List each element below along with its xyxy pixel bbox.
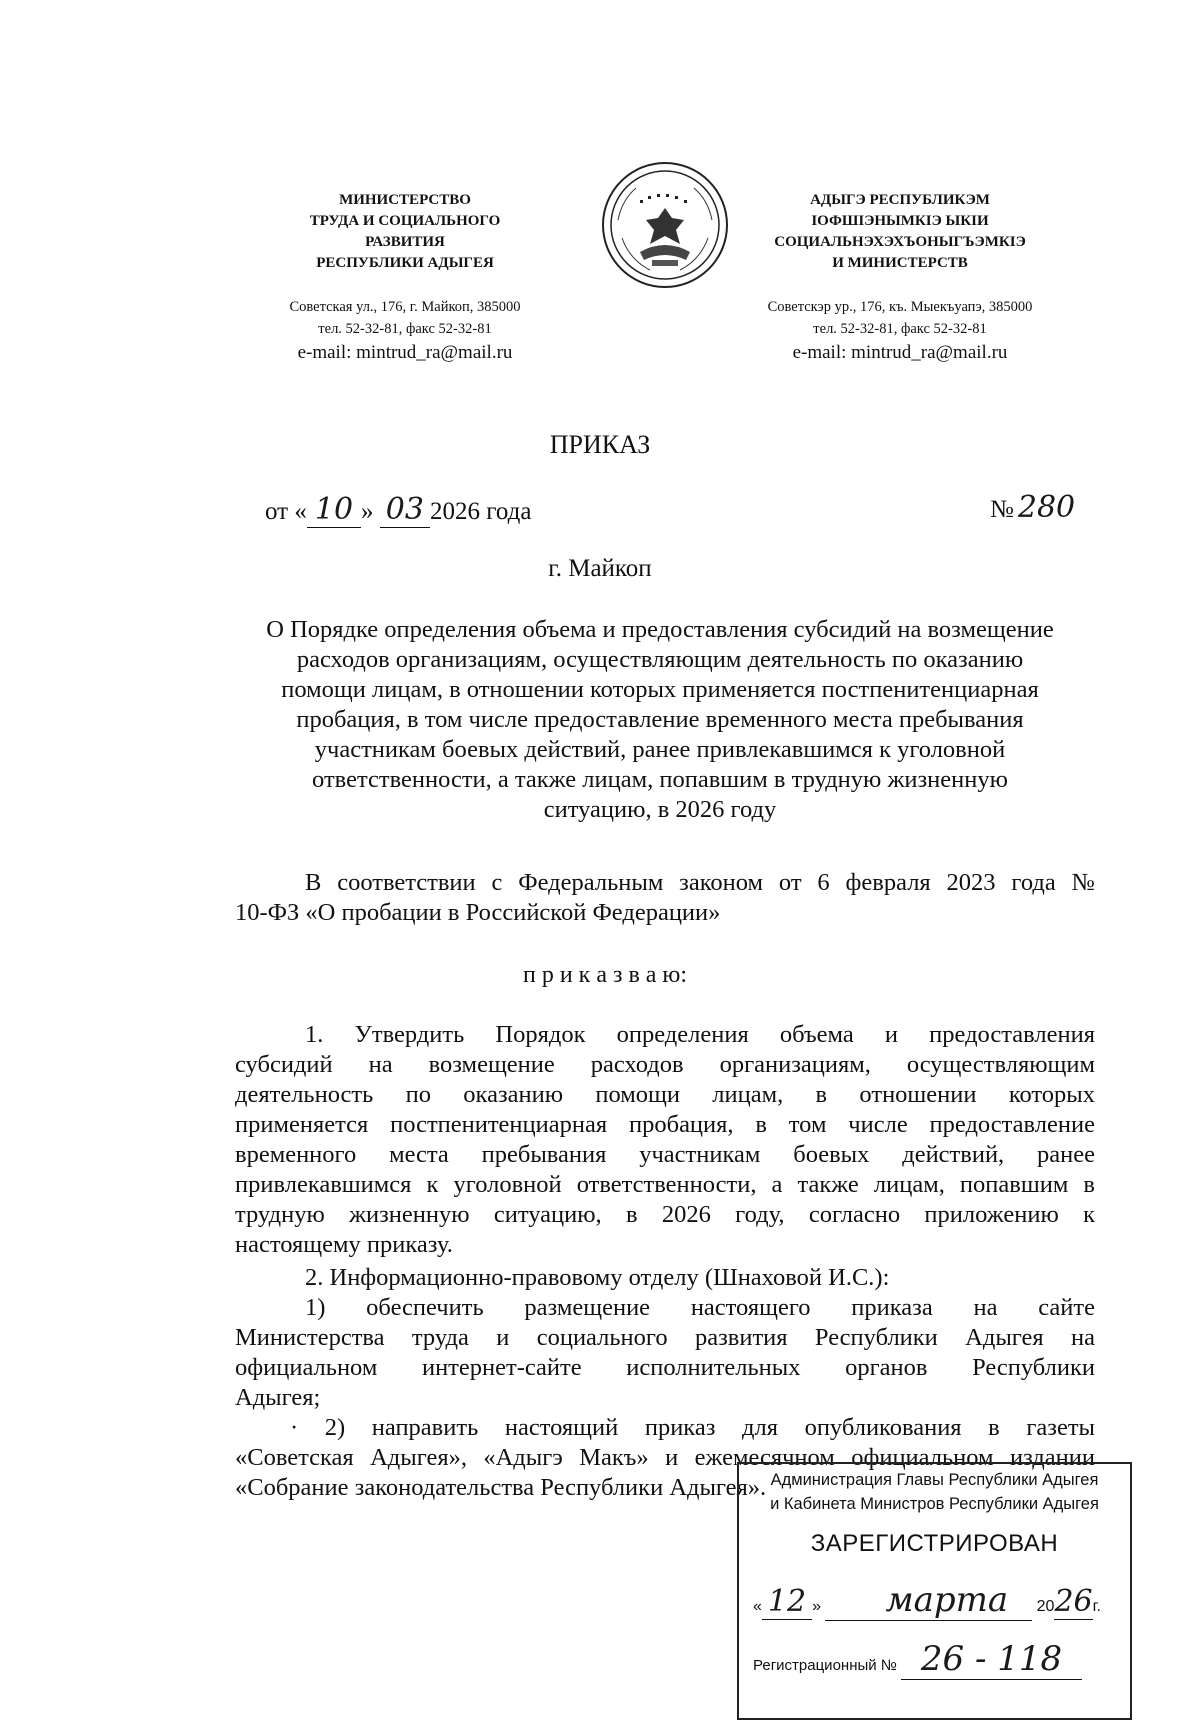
- doc-date: [265, 492, 531, 528]
- subject-line: участникам боевых действий, ранее привлекавшимся к уголовной: [314, 736, 1006, 763]
- republic-emblem: [600, 160, 730, 290]
- stamp-month: марта: [825, 1580, 1032, 1621]
- subject-line: расходов организациям, осуществляющим деятельность по оказанию: [296, 646, 1024, 673]
- ministry-address-ru: Советская ул., 176, г. Майкоп, 385000: [289, 299, 521, 315]
- subject-line: О Порядке определения объема и предоставления субсидий на возмещение: [266, 616, 1054, 643]
- number-value: 280: [1017, 490, 1076, 525]
- ministry-name-line: И МИНИСТЕРСТВ: [832, 255, 968, 271]
- emblem-seal-icon: [600, 160, 730, 290]
- date-month: 03: [380, 492, 430, 528]
- ministry-name-line: IОФШIЭНЫМКIЭ ЫКIИ: [811, 213, 989, 229]
- header-right: [735, 190, 1065, 366]
- item-2: [235, 1263, 1095, 1293]
- ministry-name-line: РЕСПУБЛИКИ АДЫГЕЯ: [316, 255, 494, 271]
- item-line: 1) обеспечить размещение настоящего приказа на сайте: [305, 1294, 1095, 1321]
- item-line: 2. Информационно-правовому отделу (Шнаховой И.С.):: [305, 1264, 890, 1291]
- stamp-year: 26: [1054, 1584, 1093, 1619]
- order-word: п р и к а з в а ю:: [522, 962, 688, 988]
- stamp-reg-number: 26 - 118: [901, 1639, 1082, 1680]
- date-day: 10: [307, 492, 361, 528]
- ministry-email-ady: e-mail: mintrud_ra@mail.ru: [792, 342, 1008, 363]
- ministry-name-line: МИНИСТЕРСТВО: [339, 192, 471, 208]
- stamp-date: [739, 1580, 1130, 1621]
- ministry-name-line: РАЗВИТИЯ: [365, 234, 445, 250]
- item-line: деятельность по оказанию помощи лицам, в отношении которых: [235, 1081, 1095, 1108]
- item-line: временного места пребывания участникам боевых действий, ранее: [235, 1141, 1095, 1168]
- item-line: субсидий на возмещение расходов организациям, осуществляющим: [235, 1051, 1095, 1078]
- item-line: настоящему приказу.: [235, 1231, 453, 1258]
- ministry-name-line: ТРУДА И СОЦИАЛЬНОГО: [309, 213, 501, 229]
- item-line: Министерства труда и социального развития Республики Адыгея на: [235, 1324, 1095, 1351]
- stamp-org-line: и Кабинета Министров Республики Адыгея: [770, 1495, 1099, 1513]
- stamp-org-line: Администрация Главы Республики Адыгея: [770, 1471, 1099, 1489]
- number-prefix: №: [990, 496, 1014, 523]
- ministry-name-line: АДЫГЭ РЕСПУБЛИКЭМ: [810, 192, 990, 208]
- stamp-year-prefix: 20: [1036, 1598, 1055, 1615]
- ministry-address-ady: Советскэр ур., 176, къ. Мыекъуапэ, 385000: [767, 299, 1033, 315]
- stamp-quote: »: [812, 1598, 821, 1615]
- ministry-name-ady: [735, 190, 1065, 274]
- ministry-phone-ru: тел. 52-32-81, факс 52-32-81: [318, 321, 492, 337]
- subject-line: пробация, в том числе предоставление временного места пребывания: [296, 706, 1024, 733]
- subject-line: ситуацию, в 2026 году: [543, 796, 777, 823]
- doc-subject: [220, 615, 1100, 825]
- stamp-day: 12: [762, 1584, 812, 1620]
- item-line: официальном интернет-сайте исполнительных органов Республики: [235, 1354, 1095, 1381]
- date-prefix: от «: [265, 498, 307, 525]
- preamble-line: 10-ФЗ «О пробации в Российской Федерации»: [235, 899, 721, 926]
- stamp-year-suffix: г.: [1092, 1598, 1101, 1615]
- ministry-name-line: СОЦИАЛЬНЭХЭХЪОНЫГЪЭМКIЭ: [774, 234, 1026, 250]
- preamble-line: В соответствии с Федеральным законом от 6 февраля 2023 года №: [305, 869, 1095, 896]
- item-line: применяется постпенитенциарная пробация, в том числе предоставление: [235, 1111, 1095, 1138]
- header-left: [245, 190, 565, 366]
- item-1: [235, 1020, 1095, 1260]
- ministry-name-ru: [245, 190, 565, 274]
- date-year: 2026 года: [429, 498, 532, 525]
- stamp-quote: «: [753, 1598, 762, 1615]
- item-line: «Советская Адыгея», «Адыгэ Макъ» и ежемесячном официальном издании: [235, 1444, 1095, 1471]
- ministry-phone-ady: тел. 52-32-81, факс 52-32-81: [813, 321, 987, 337]
- item-2-1: [235, 1293, 1095, 1413]
- date-mid: »: [361, 498, 374, 525]
- doc-number: [990, 490, 1075, 525]
- item-line: привлекавшимся к уголовной ответственности, а также лицам, попавшим в: [235, 1171, 1095, 1198]
- doc-city: г. Майкоп: [548, 555, 652, 582]
- item-line: трудную жизненную ситуацию, в 2026 году, согласно приложению к: [235, 1201, 1095, 1228]
- item-line: · 2) направить настоящий приказ для опубликования в газеты: [290, 1414, 1095, 1441]
- item-line: Адыгея;: [235, 1384, 321, 1411]
- stamp-reg: [739, 1639, 1130, 1680]
- registration-stamp: [737, 1462, 1132, 1720]
- subject-line: помощи лицам, в отношении которых применяется постпенитенциарная: [281, 676, 1039, 703]
- item-line: 1. Утвердить Порядок определения объема и предоставления: [305, 1021, 1095, 1048]
- item-line: «Собрание законодательства Республики Адыгея».: [235, 1474, 767, 1501]
- doc-preamble: [235, 868, 1095, 928]
- subject-line: ответственности, а также лицам, попавшим в трудную жизненную: [312, 766, 1008, 793]
- stamp-reg-label: Регистрационный №: [753, 1657, 897, 1674]
- ministry-email-ru: e-mail: mintrud_ra@mail.ru: [297, 342, 513, 363]
- stamp-status: ЗАРЕГИСТРИРОВАН: [810, 1530, 1059, 1557]
- doc-title: ПРИКАЗ: [549, 430, 651, 459]
